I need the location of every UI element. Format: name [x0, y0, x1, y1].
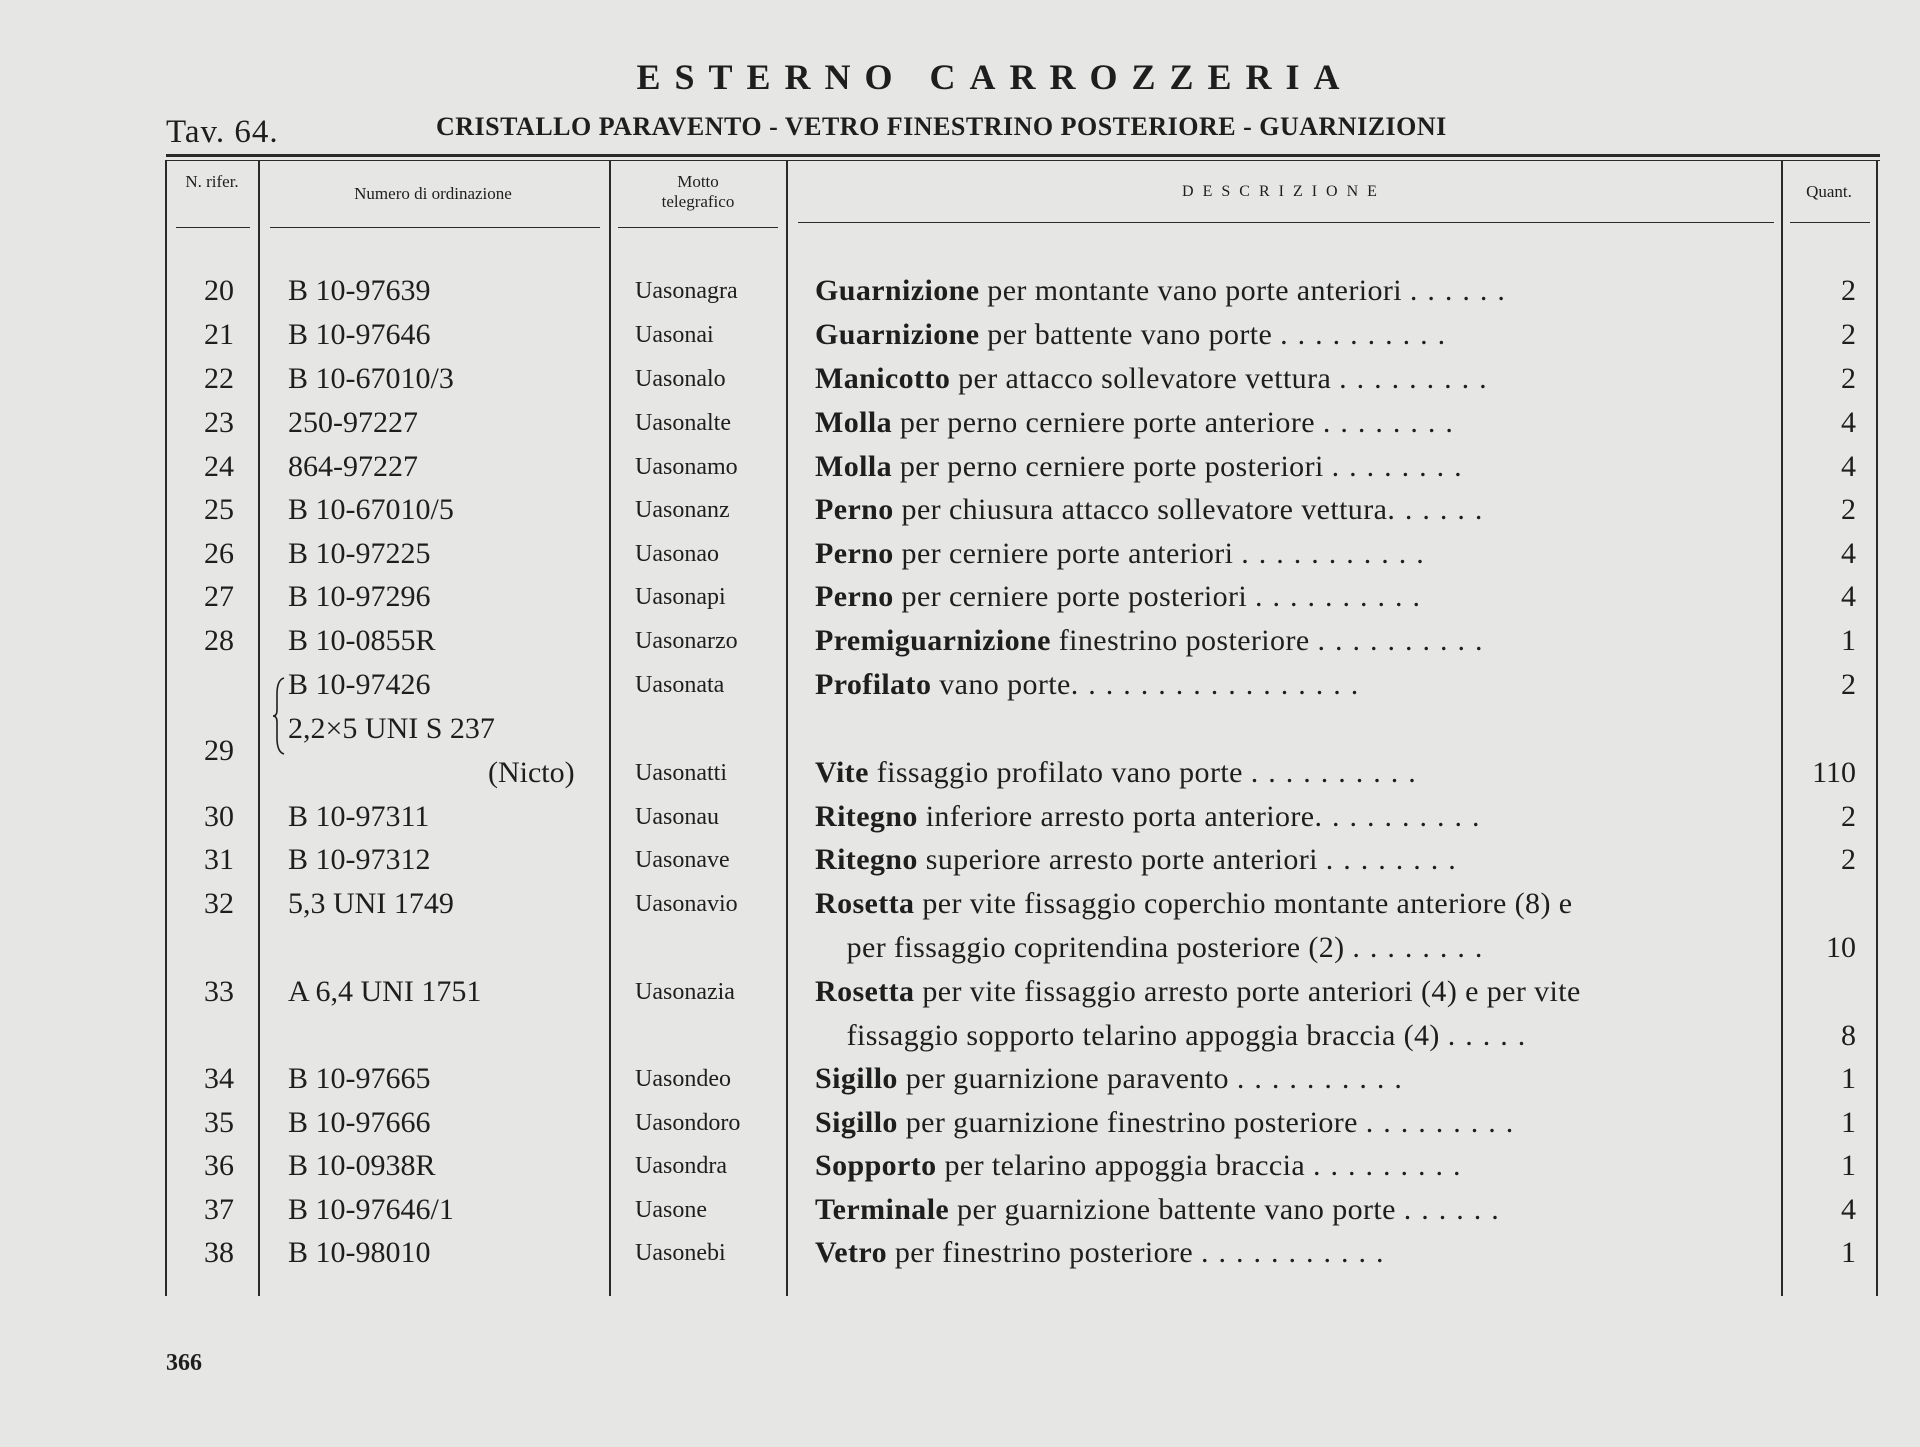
header-motto: Motto telegrafico	[661, 172, 735, 211]
description-text: per chiusura attacco sollevatore vettura	[893, 493, 1388, 526]
leader-dots: ..........	[1250, 756, 1426, 789]
leader-dots: ......	[1387, 493, 1493, 526]
telegraphic-code: Uasondra	[635, 1153, 727, 1179]
description	[815, 357, 1775, 401]
order-number: B 10-97312	[288, 843, 431, 876]
leader-dots: ...........	[1201, 1236, 1394, 1269]
rif-number: 29	[204, 734, 234, 767]
table-row	[0, 882, 1920, 926]
description-text: vano porte	[931, 668, 1071, 701]
table-row	[0, 707, 1920, 767]
order-number: B 10-0938R	[288, 1149, 436, 1182]
telegraphic-code: Uasondeo	[635, 1066, 731, 1092]
header-underline	[798, 222, 1774, 223]
leader-dots: ...........	[1241, 537, 1434, 570]
part-name: Sigillo	[815, 1106, 898, 1139]
table-row	[0, 1057, 1920, 1101]
quantity: 4	[1841, 406, 1856, 439]
quantity: 2	[1841, 800, 1856, 833]
telegraphic-code: Uasonagra	[635, 278, 738, 304]
table-row	[0, 488, 1920, 532]
quantity: 2	[1841, 362, 1856, 395]
telegraphic-code: Uasonavio	[635, 891, 738, 917]
rif-number: 25	[204, 493, 234, 526]
description	[815, 1188, 1775, 1232]
quantity: 4	[1841, 537, 1856, 570]
description	[815, 1101, 1775, 1145]
quantity: 4	[1841, 450, 1856, 483]
order-number: 250-97227	[288, 406, 418, 439]
description	[815, 751, 1775, 795]
description-text: per guarnizione paravento	[897, 1062, 1237, 1095]
rif-number: 36	[204, 1149, 234, 1182]
part-name: Perno	[815, 580, 894, 613]
header-underline	[176, 227, 250, 228]
header-underline	[270, 227, 600, 228]
telegraphic-code: Uasondoro	[635, 1110, 741, 1136]
telegraphic-code: Uasonarzo	[635, 628, 738, 654]
telegraphic-code: Uasonalo	[635, 366, 726, 392]
leader-dots: .................	[1070, 668, 1369, 701]
telegraphic-code: Uasone	[635, 1197, 707, 1223]
rif-number: 33	[204, 975, 234, 1008]
part-name: Sigillo	[815, 1062, 898, 1095]
rif-number: 31	[204, 843, 234, 876]
quantity: 1	[1841, 1149, 1856, 1182]
quantity: 2	[1841, 843, 1856, 876]
part-name: Molla	[815, 450, 892, 483]
description-text: per cerniere porte anteriori	[893, 537, 1242, 570]
rif-number: 26	[204, 537, 234, 570]
telegraphic-code: Uasonai	[635, 322, 714, 348]
quantity: 1	[1841, 1062, 1856, 1095]
leader-dots: ......	[1403, 1193, 1509, 1226]
description-text: per battente vano porte	[979, 318, 1281, 351]
part-name: Terminale	[815, 1193, 950, 1226]
table-number: Tav. 64.	[166, 114, 279, 150]
description	[815, 663, 1775, 707]
order-number: B 10-97646	[288, 318, 431, 351]
order-number: B 10-0855R	[288, 624, 436, 657]
description	[815, 401, 1775, 445]
rif-number: 20	[204, 274, 234, 307]
quantity: 4	[1841, 580, 1856, 613]
description-text: superiore arresto porte anteriori	[917, 843, 1326, 876]
part-name: Ritegno	[815, 800, 918, 833]
part-name: Vetro	[815, 1236, 887, 1269]
order-number: 864-97227	[288, 450, 418, 483]
quantity: 2	[1841, 668, 1856, 701]
part-name: Guarnizione	[815, 274, 980, 307]
quantity: 2	[1841, 318, 1856, 351]
telegraphic-code: Uasonau	[635, 804, 719, 830]
part-name: Profilato	[815, 668, 932, 701]
description-text: per telarino appoggia braccia	[936, 1149, 1313, 1182]
quantity: 2	[1841, 493, 1856, 526]
description	[815, 970, 1775, 1014]
table-row	[0, 313, 1920, 357]
rif-number: 37	[204, 1193, 234, 1226]
main-title: ESTERNO CARROZZERIA	[636, 57, 1354, 97]
quantity: 4	[1841, 1193, 1856, 1226]
telegraphic-code: Uasonamo	[635, 454, 738, 480]
table-row	[0, 1144, 1920, 1188]
part-name: Perno	[815, 493, 894, 526]
description	[815, 575, 1775, 619]
order-number: A 6,4 UNI 1751	[288, 975, 482, 1008]
order-number: B 10-67010/3	[288, 362, 454, 395]
header-ordinazione: Numero di ordinazione	[354, 184, 512, 203]
quantity: 1	[1841, 624, 1856, 657]
table-row	[0, 269, 1920, 313]
description-text: per perno cerniere porte posteriori	[892, 450, 1332, 483]
telegraphic-code: Uasonazia	[635, 979, 735, 1005]
description	[815, 1144, 1775, 1188]
leader-dots: ..........	[1314, 800, 1490, 833]
rif-number: 38	[204, 1236, 234, 1269]
part-name: Rosetta	[815, 887, 915, 920]
description-text: per vite fissaggio arresto porte anteriori (4) e per vite	[914, 975, 1581, 1008]
header-underline	[618, 227, 778, 228]
rif-number: 27	[204, 580, 234, 613]
subtitle: CRISTALLO PARAVENTO - VETRO FINESTRINO POSTERIORE - GUARNIZIONI	[436, 112, 1447, 141]
part-name: Ritegno	[815, 843, 918, 876]
description	[815, 1057, 1775, 1101]
description-text: finestrino posteriore	[1050, 624, 1318, 657]
table-row	[0, 575, 1920, 619]
page-number: 366	[166, 1350, 202, 1376]
description-text: per montante vano porte anteriori	[979, 274, 1410, 307]
leader-dots: .........	[1339, 362, 1497, 395]
order-number: B 10-97639	[288, 274, 431, 307]
table-row	[0, 1188, 1920, 1232]
order-number: B 10-97311	[288, 800, 430, 833]
table-row	[0, 532, 1920, 576]
leader-dots: ..........	[1236, 1062, 1412, 1095]
telegraphic-code: Uasonanz	[635, 497, 730, 523]
description	[815, 269, 1775, 313]
telegraphic-code: Uasonata	[635, 672, 725, 698]
leader-dots: ......	[1409, 274, 1515, 307]
part-name: Vite	[815, 756, 869, 789]
description	[815, 619, 1775, 663]
description-text: per perno cerniere porte anteriore	[892, 406, 1323, 439]
order-number: B 10-97665	[288, 1062, 431, 1095]
order-number: (Nicto)	[488, 756, 575, 789]
leader-dots: ..........	[1317, 624, 1493, 657]
order-number: 2,2×5 UNI S 237	[288, 712, 495, 745]
order-number: B 10-97646/1	[288, 1193, 454, 1226]
description-text: per finestrino posteriore	[887, 1236, 1202, 1269]
rif-number: 30	[204, 800, 234, 833]
part-name: Perno	[815, 537, 894, 570]
quantity: 110	[1812, 756, 1856, 789]
description	[815, 488, 1775, 532]
description	[815, 795, 1775, 839]
leader-dots: ..........	[1280, 318, 1456, 351]
order-number: B 10-98010	[288, 1236, 431, 1269]
table-row	[0, 838, 1920, 882]
part-name: Sopporto	[815, 1149, 937, 1182]
part-name: Rosetta	[815, 975, 915, 1008]
leader-dots: .........	[1312, 1149, 1471, 1182]
rif-number: 24	[204, 450, 234, 483]
table-row	[0, 795, 1920, 839]
description-text: per guarnizione battente vano porte	[949, 1193, 1404, 1226]
order-number: B 10-97296	[288, 580, 431, 613]
rif-number: 23	[204, 406, 234, 439]
description-text: fissaggio profilato vano porte	[868, 756, 1251, 789]
description	[815, 532, 1775, 576]
part-name: Guarnizione	[815, 318, 980, 351]
description-text: inferiore arresto porta anteriore	[917, 800, 1315, 833]
table-row	[0, 970, 1920, 1014]
description-text: fissaggio sopporto telarino appoggia braccia (4)	[815, 1019, 1448, 1052]
description	[815, 926, 1775, 970]
rif-number: 21	[204, 318, 234, 351]
order-number: 5,3 UNI 1749	[288, 887, 454, 920]
table-row	[0, 751, 1920, 795]
leader-dots: ........	[1322, 406, 1463, 439]
table-row	[0, 1101, 1920, 1145]
order-number: B 10-67010/5	[288, 493, 454, 526]
order-number: B 10-97666	[288, 1106, 431, 1139]
header-descrizione: DESCRIZIONE	[1182, 183, 1386, 200]
rif-number: 35	[204, 1106, 234, 1139]
telegraphic-code: Uasonebi	[635, 1240, 726, 1266]
table-row	[0, 445, 1920, 489]
quantity: 1	[1841, 1236, 1856, 1269]
leader-dots: ........	[1352, 931, 1493, 964]
description-text: per vite fissaggio coperchio montante anteriore (8) e	[914, 887, 1573, 920]
telegraphic-code: Uasonapi	[635, 584, 726, 610]
quantity: 8	[1841, 1019, 1856, 1052]
rif-number: 32	[204, 887, 234, 920]
quantity: 10	[1826, 931, 1856, 964]
telegraphic-code: Uasonao	[635, 541, 719, 567]
order-number: B 10-97426	[288, 668, 431, 701]
description	[815, 1014, 1775, 1058]
description	[815, 313, 1775, 357]
leader-dots: ........	[1331, 450, 1472, 483]
table-top-rule	[166, 154, 1880, 157]
table-row	[0, 663, 1920, 707]
rif-number: 22	[204, 362, 234, 395]
description-text: per guarnizione finestrino posteriore	[897, 1106, 1366, 1139]
description-text: per attacco sollevatore vettura	[950, 362, 1340, 395]
table-row	[0, 926, 1920, 970]
part-name: Premiguarnizione	[815, 624, 1051, 657]
telegraphic-code: Uasonave	[635, 847, 730, 873]
quantity: 2	[1841, 274, 1856, 307]
table-row	[0, 1231, 1920, 1275]
description-text: per fissaggio copritendina posteriore (2)	[815, 931, 1353, 964]
leader-dots: ..........	[1255, 580, 1431, 613]
header-rif: N. rifer.	[185, 172, 239, 191]
description	[815, 838, 1775, 882]
table-row	[0, 401, 1920, 445]
leader-dots: ........	[1325, 843, 1466, 876]
rif-number: 28	[204, 624, 234, 657]
description-text: per cerniere porte posteriori	[893, 580, 1256, 613]
leader-dots: .........	[1365, 1106, 1524, 1139]
telegraphic-code: Uasonatti	[635, 760, 727, 786]
table-top-rule-thin	[166, 160, 1880, 161]
part-name: Manicotto	[815, 362, 951, 395]
order-number: B 10-97225	[288, 537, 431, 570]
table-row	[0, 619, 1920, 663]
table-row	[0, 357, 1920, 401]
description	[815, 882, 1775, 926]
description	[815, 445, 1775, 489]
description	[815, 1231, 1775, 1275]
header-underline	[1790, 222, 1870, 223]
rif-number: 34	[204, 1062, 234, 1095]
table-row	[0, 1014, 1920, 1058]
header-quant: Quant.	[1806, 182, 1852, 201]
telegraphic-code: Uasonalte	[635, 410, 731, 436]
quantity: 1	[1841, 1106, 1856, 1139]
part-name: Molla	[815, 406, 892, 439]
leader-dots: .....	[1447, 1019, 1536, 1052]
